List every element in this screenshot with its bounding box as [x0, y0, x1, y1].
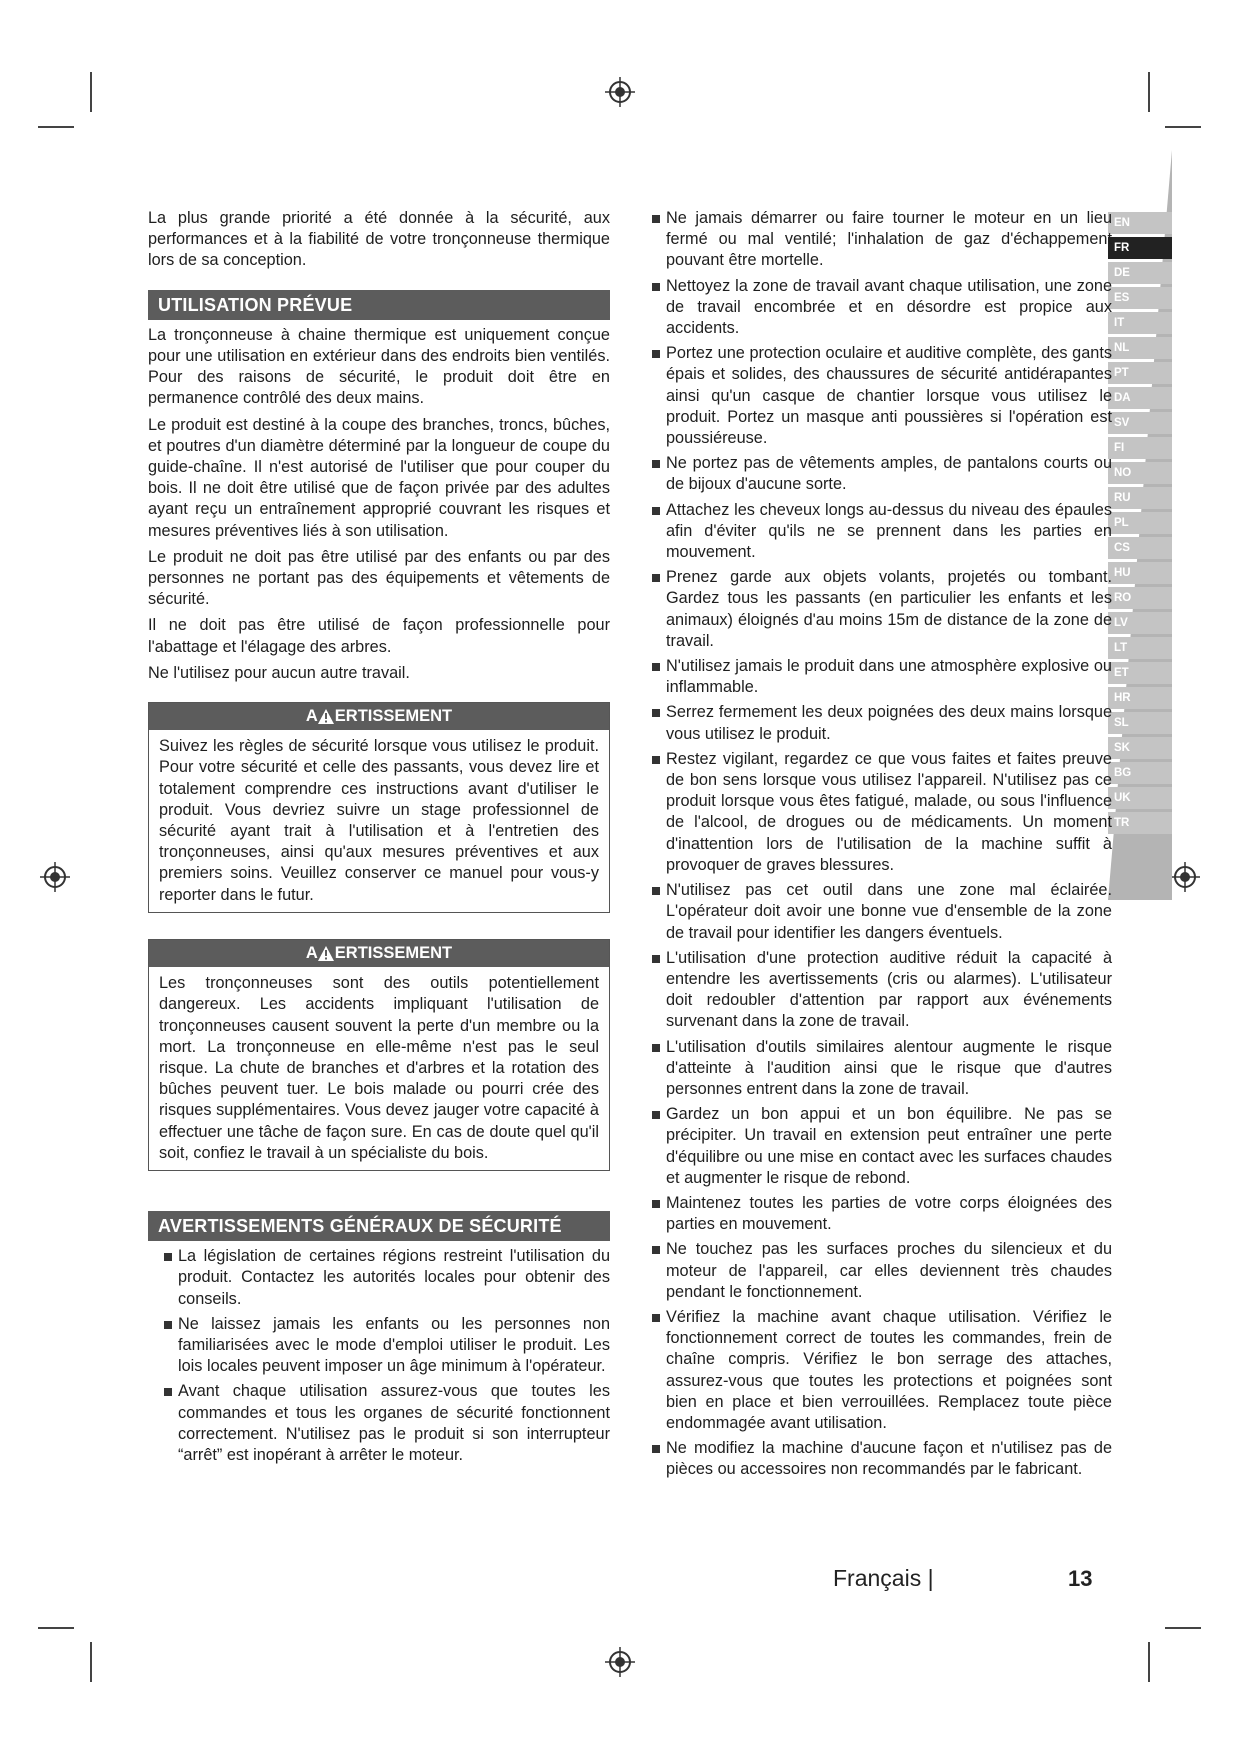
warning-heading-prefix: A — [305, 707, 318, 726]
lang-tab-pl[interactable]: PL — [1108, 512, 1172, 534]
paragraph: Il ne doit pas être utilisé de façon professionnelle pour l'abattage et l'élagage des arbres. — [148, 616, 610, 656]
registration-mark-icon — [1170, 862, 1200, 892]
crop-mark — [1148, 72, 1150, 112]
crop-mark — [90, 1642, 92, 1682]
lang-tab-bg[interactable]: BG — [1108, 762, 1172, 784]
paragraph: Le produit ne doit pas être utilisé par des enfants ou par des personnes ne portant pas des équipements et vêtements de sécurité. — [148, 547, 610, 609]
list-item: N'utilisez pas cet outil dans une zone mal éclairée. L'opérateur doit avoir une bonne vue d'ensemble de la zone de travail pour identifier les dangers éventuels. — [650, 880, 1112, 944]
page-number: 13 — [1068, 1566, 1093, 1591]
lang-tab-it[interactable]: IT — [1108, 312, 1172, 334]
registration-mark-icon — [605, 77, 635, 107]
paragraph: La tronçonneuse à chaine thermique est uniquement conçue pour une utilisation en extérieur dans des endroits bien ventilés. Pour des raisons de sécurité, le produit doit être en permanence contrôlé des deux mains. — [148, 325, 610, 408]
lang-tab-fi[interactable]: FI — [1108, 437, 1172, 459]
warning-heading — [149, 703, 609, 730]
lang-tab-no[interactable]: NO — [1108, 462, 1172, 484]
warning-text: Suivez les règles de sécurité lorsque vous utilisez le produit. Pour votre sécurité et celle des passants, vous devez lire et totalement comprendre ces instructions avant d'utiliser le produit. Vous devriez suivre un stage professionnel de sécurité ayant trait à l'utilisation et à l'entretien des tronçonneuses, ainsi qu'aux mesures préventives et aux premiers soins. Veuillez conserver ce manuel pour vous-y reporter dans le futur. — [159, 737, 599, 904]
intro-paragraph: La plus grande priorité a été donnée à la sécurité, aux performances et à la fiabilité de votre tronçonneuse thermique lors de sa conception. — [148, 209, 610, 270]
list-item: Ne portez pas de vêtements amples, de pantalons courts ou de bijoux d'aucune sorte. — [650, 453, 1112, 495]
warning-triangle-icon — [318, 709, 334, 724]
list-item: Nettoyez la zone de travail avant chaque utilisation, une zone de travail encombrée et en désordre est propice aux accidents. — [650, 276, 1112, 340]
general-safety-list — [162, 1246, 610, 1466]
list-item: Avant chaque utilisation assurez-vous que toutes les commandes et tous les organes de sécurité fonctionnent correctement. N'utilisez pas le produit si son interrupteur “arrêt” est inopérant à arrêter le moteur. — [162, 1381, 610, 1466]
lang-tab-da[interactable]: DA — [1108, 387, 1172, 409]
lang-tab-lt[interactable]: LT — [1108, 637, 1172, 659]
list-item: Ne laissez jamais les enfants ou les personnes non familiarisées avec le mode d'emploi utiliser le produit. Les lois locales peuvent imposer un âge minimum à l'opérateur. — [162, 1314, 610, 1378]
list-item: La législation de certaines régions restreint l'utilisation du produit. Contactez les autorités locales pour obtenir des conseils. — [162, 1246, 610, 1310]
registration-mark-icon — [605, 1647, 635, 1677]
lang-tab-sv[interactable]: SV — [1108, 412, 1172, 434]
crop-mark — [90, 72, 92, 112]
list-item: Vérifiez la machine avant chaque utilisation. Vérifiez le fonctionnement correct de toutes les commandes, frein de chaîne compris. Vérifiez le bon serrage des attaches, assurez-vous que toutes les protections et poignées sont bien en place et bien verrouillées. Remplacez toute pièce endommagée avant utilisation. — [650, 1307, 1112, 1434]
crop-mark — [1165, 126, 1201, 128]
list-item: Prenez garde aux objets volants, projetés ou tombant. Gardez tous les passants (en particulier les enfants et les animaux) éloignés d'au moins 15m de distance de la zone de travail. — [650, 567, 1112, 652]
lang-tab-sk[interactable]: SK — [1108, 737, 1172, 759]
section-heading-intended-use: UTILISATION PRÉVUE — [148, 290, 610, 320]
lang-tab-de[interactable]: DE — [1108, 262, 1172, 284]
lang-tab-tr[interactable]: TR — [1108, 812, 1172, 834]
list-item: Attachez les cheveux longs au-dessus du niveau des épaules afin d'éviter qu'ils ne se prennent dans les parties en mouvement. — [650, 500, 1112, 564]
registration-mark-icon — [40, 862, 70, 892]
lang-tab-fr[interactable]: FR — [1108, 237, 1172, 259]
lang-tab-pt[interactable]: PT — [1108, 362, 1172, 384]
lang-tab-uk[interactable]: UK — [1108, 787, 1172, 809]
lang-tab-hr[interactable]: HR — [1108, 687, 1172, 709]
warning-heading-suffix: ERTISSEMENT — [334, 943, 453, 962]
warning-text: Les tronçonneuses sont des outils potentiellement dangereux. Les accidents impliquant l'utilisation de tronçonneuses causent souvent la perte d'un membre ou la mort. La tronçonneuse en elle-même n'est pas le seul risque. La chute de branches et d'arbres et la rotation des bûches peuvent tuer. Le bois malade ou pourri crée des risques supplémentaires. Vous devez jauger votre capacité à effectuer une tâche de façon sure. En cas de doute quel qu'il soit, confiez le travail à un spécialiste du bois. — [159, 974, 599, 1162]
list-item: N'utilisez jamais le produit dans une atmosphère explosive ou inflammable. — [650, 656, 1112, 698]
list-item: Ne touchez pas les surfaces proches du silencieux et du moteur de l'appareil, car elles deviennent très chaudes pendant le fonctionnement. — [650, 1239, 1112, 1303]
lang-tab-nl[interactable]: NL — [1108, 337, 1172, 359]
crop-mark — [1148, 1642, 1150, 1682]
list-item: Maintenez toutes les parties de votre corps éloignées des parties en mouvement. — [650, 1193, 1112, 1235]
lang-tab-ro[interactable]: RO — [1108, 587, 1172, 609]
paragraph: Ne l'utilisez pour aucun autre travail. — [148, 663, 410, 682]
lang-tab-en[interactable]: EN — [1108, 212, 1172, 234]
lang-tab-hu[interactable]: HU — [1108, 562, 1172, 584]
list-item: Portez une protection oculaire et auditive complète, des gants épais et solides, des chaussures de sécurité antidérapantes ainsi qu'un casque de chantier lorsque vous utilisez le produit. Portez un masque anti poussières si l'opération est poussiéreuse. — [650, 343, 1112, 449]
lang-tab-es[interactable]: ES — [1108, 287, 1172, 309]
warning-heading-suffix: ERTISSEMENT — [334, 707, 453, 726]
list-item: Ne modifiez la machine d'aucune façon et n'utilisez pas de pièces ou accessoires non recommandés par le fabricant. — [650, 1438, 1112, 1480]
left-column — [148, 208, 610, 1470]
crop-mark — [1165, 1627, 1201, 1629]
warning-box — [148, 702, 610, 913]
safety-rules-list — [650, 208, 1112, 1481]
lang-tab-ru[interactable]: RU — [1108, 487, 1172, 509]
crop-mark — [38, 1627, 74, 1629]
list-item: L'utilisation d'outils similaires alentour augmente le risque d'atteinte à l'audition ainsi que le risque que d'autres personnes entrent dans la zone de travail. — [650, 1037, 1112, 1101]
list-item: Ne jamais démarrer ou faire tourner le moteur en un lieu fermé ou mal ventilé; l'inhalation de gaz d'échappement pouvant être mortelle. — [650, 208, 1112, 272]
lang-tab-lv[interactable]: LV — [1108, 612, 1172, 634]
section-heading-general-safety: AVERTISSEMENTS GÉNÉRAUX DE SÉCURITÉ — [148, 1211, 610, 1241]
crop-mark — [38, 126, 74, 128]
paragraph: Le produit est destiné à la coupe des branches, troncs, bûches, et poutres d'un diamètre déterminé par la longueur de coupe du guide-chaîne. Il n'est autorisé de l'utiliser que pour couper du bois. Il ne doit être utilisé que de façon privée par des adultes ayant reçu un entraînement approprié couvrant les risques et mesures préventives liés à son utilisation. — [148, 415, 610, 540]
warning-triangle-icon — [318, 946, 334, 961]
lang-tab-cs[interactable]: CS — [1108, 537, 1172, 559]
list-item: L'utilisation d'une protection auditive réduit la capacité à entendre les avertissements (cris ou alarmes). L'utilisateur doit redoubler d'attention par rapport aux événements survenant dans la zone de travail. — [650, 948, 1112, 1033]
language-tabs — [1108, 212, 1172, 837]
warning-heading-prefix: A — [305, 943, 318, 962]
list-item: Serrez fermement les deux poignées des deux mains lorsque vous utilisez le produit. — [650, 702, 1112, 744]
list-item: Restez vigilant, regardez ce que vous faites et faites preuve de bon sens lorsque vous utilisez l'appareil. N'utilisez pas ce produit lorsque vous êtes fatigué, malade, ou sous l'influence de l'alcool, de drogues ou de médicaments. Un moment d'inattention lors de l'utilisation de la machine suffit à provoquer de graves blessures. — [650, 749, 1112, 876]
warning-box — [148, 939, 610, 1171]
lang-tab-et[interactable]: ET — [1108, 662, 1172, 684]
footer-language-label: Français | — [833, 1565, 934, 1591]
warning-heading — [149, 940, 609, 967]
right-column — [650, 208, 1112, 1485]
lang-tab-sl[interactable]: SL — [1108, 712, 1172, 734]
list-item: Gardez un bon appui et un bon équilibre. Ne pas se précipiter. Un travail en extension peut entraîner une perte d'équilibre ou une mise en contact avec les surfaces chaudes et augmenter le risque de rebond. — [650, 1104, 1112, 1189]
